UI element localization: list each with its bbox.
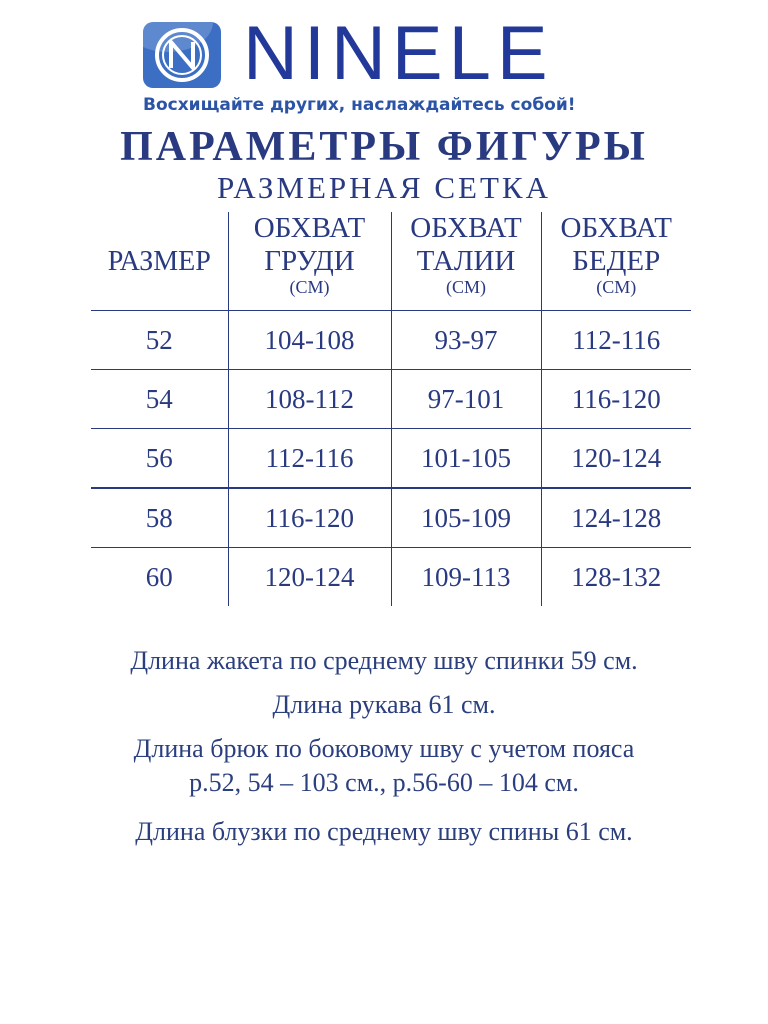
table-row [91,370,691,429]
waist-cell: 101-105 [391,429,541,489]
brand-tagline: Восхищайте других, наслаждайтесь собой! [143,95,576,115]
trousers-length-note-line1: Длина брюк по боковому шву с учетом пояса [133,734,635,763]
size-cell: 58 [91,488,228,548]
size-cell: 54 [91,370,228,429]
column-header-line2: ГРУДИ [264,245,355,277]
chest-cell: 108-112 [228,370,391,429]
table-row [91,429,691,489]
table-header-row [91,212,691,311]
column-header-line1: ОБХВАТ [560,212,672,244]
size-cell: 60 [91,548,228,607]
chest-cell: 120-124 [228,548,391,607]
sleeve-length-note: Длина рукава 61 см. [272,690,496,719]
column-header-line1: ОБХВАТ [410,212,522,244]
size-column-header: РАЗМЕР [107,245,211,277]
column-header-line2: БЕДЕР [572,245,661,277]
ninele-logo-icon [143,22,221,88]
page-title: ПАРАМЕТРЫ ФИГУРЫ [120,124,648,170]
waist-column-header [391,212,541,311]
brand-logo [143,11,643,96]
chest-column-header [228,212,391,311]
hips-column-header [541,212,691,311]
size-cell: 56 [91,429,228,489]
waist-cell: 93-97 [391,311,541,370]
waist-cell: 97-101 [391,370,541,429]
waist-cell: 105-109 [391,488,541,548]
blouse-length-note: Длина блузки по среднему шву спины 61 см. [135,817,633,846]
column-header-unit: (СМ) [289,277,330,297]
waist-cell: 109-113 [391,548,541,607]
hips-cell: 128-132 [541,548,691,607]
column-header-unit: (СМ) [596,277,637,297]
brand-name: NINELE [243,11,554,96]
table-row [91,488,691,548]
size-cell: 52 [91,311,228,370]
column-header-unit: (СМ) [446,277,486,297]
chest-cell: 112-116 [228,429,391,489]
table-row [91,311,691,370]
column-header-line1: ОБХВАТ [253,212,366,244]
table-row [91,548,691,607]
chest-cell: 116-120 [228,488,391,548]
hips-cell: 112-116 [541,311,691,370]
jacket-length-note: Длина жакета по среднему шву спинки 59 см. [130,646,638,675]
trousers-length-note-line2: р.52, 54 – 103 см., р.56-60 – 104 см. [189,768,579,797]
hips-cell: 120-124 [541,429,691,489]
size-chart-table [91,212,691,606]
column-header-line2: ТАЛИИ [416,245,516,277]
chest-cell: 104-108 [228,311,391,370]
hips-cell: 116-120 [541,370,691,429]
hips-cell: 124-128 [541,488,691,548]
page-subtitle: РАЗМЕРНАЯ СЕТКА [217,170,551,205]
